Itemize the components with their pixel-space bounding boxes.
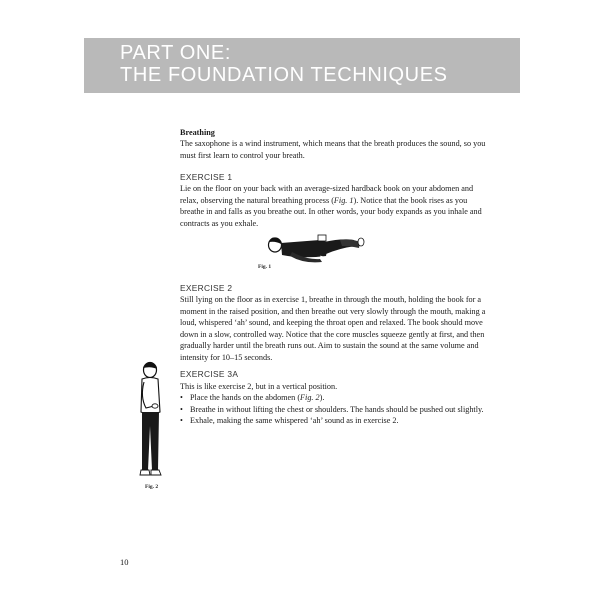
exercise-2-heading: EXERCISE 2	[180, 283, 233, 293]
exercise-3a-step-1	[180, 392, 486, 404]
figure-1-torso	[281, 240, 328, 257]
exercise-3a-step-1-part-1: Place the hands on the abdomen (	[190, 393, 301, 402]
exercise-3a-step-2: • Breathe in without lifting the chest or shoulders. The hands should be pushed out slightly.	[180, 404, 486, 416]
exercise-3a-intro: This is like exercise 2, but in a vertical position.	[180, 382, 338, 391]
page-number: 10	[120, 557, 129, 567]
exercise-3a-fig-ref: Fig. 2	[300, 393, 320, 402]
exercise-2-text: Still lying on the floor as in exercise 1, breathe in through the mouth, holding the book for a moment in the raised position, and then breathe out very slowly through the mouth, making a loud, whispered ‘ah’ sound, and keeping the throat open and relaxed. The book should move down in a slow, controlled way. Notice that the core muscles squeeze gently at first, and then gradually harder until the breath runs out. Aim to sustain the sound at the same volume and intensity for 10–15 seconds.	[180, 295, 486, 362]
figure-1-illustration	[262, 232, 367, 272]
part-banner	[84, 38, 520, 93]
figure-2-feet	[140, 470, 161, 475]
figure-2-illustration	[134, 362, 166, 482]
exercise-1-fig-ref: Fig. 1	[333, 195, 354, 205]
exercise-1-text-part-2: ). Notice that the book rises as you breathe in and falls as you breathe out. In other words, your body expands as you inhale and contracts as you exhale.	[180, 195, 482, 228]
exercise-3a-step-3: • Exhale, making the same whispered ‘ah’ sound as in exercise 2.	[180, 415, 486, 427]
section-title: Breathing	[180, 128, 215, 137]
section-intro: The saxophone is a wind instrument, which means that the breath produces the sound, so you must first learn to control your breath.	[180, 139, 486, 160]
part-title-line-2: THE FOUNDATION TECHNIQUES	[120, 64, 448, 86]
figure-1-feet	[358, 238, 364, 246]
figure-1-caption: Fig. 1	[258, 264, 272, 270]
exercise-1-text	[180, 183, 486, 229]
figure-1-book	[318, 235, 326, 241]
figure-2-caption: Fig. 2	[145, 484, 159, 490]
exercise-3a-heading: EXERCISE 3A	[180, 369, 239, 379]
exercise-1-text-part-1: Lie on the floor on your back with an average-sized hardback book on your abdomen and relax, observing the natural breathing process (	[180, 184, 474, 205]
figure-2-legs	[142, 412, 159, 470]
exercise-1-heading: EXERCISE 1	[180, 172, 233, 182]
figure-1-hand	[320, 256, 325, 260]
exercise-3a-steps	[180, 392, 486, 427]
part-title-line-1: PART ONE:	[120, 42, 231, 64]
exercise-3a-step-1-part-2: ).	[319, 393, 325, 402]
figure-2-hands	[152, 404, 158, 408]
